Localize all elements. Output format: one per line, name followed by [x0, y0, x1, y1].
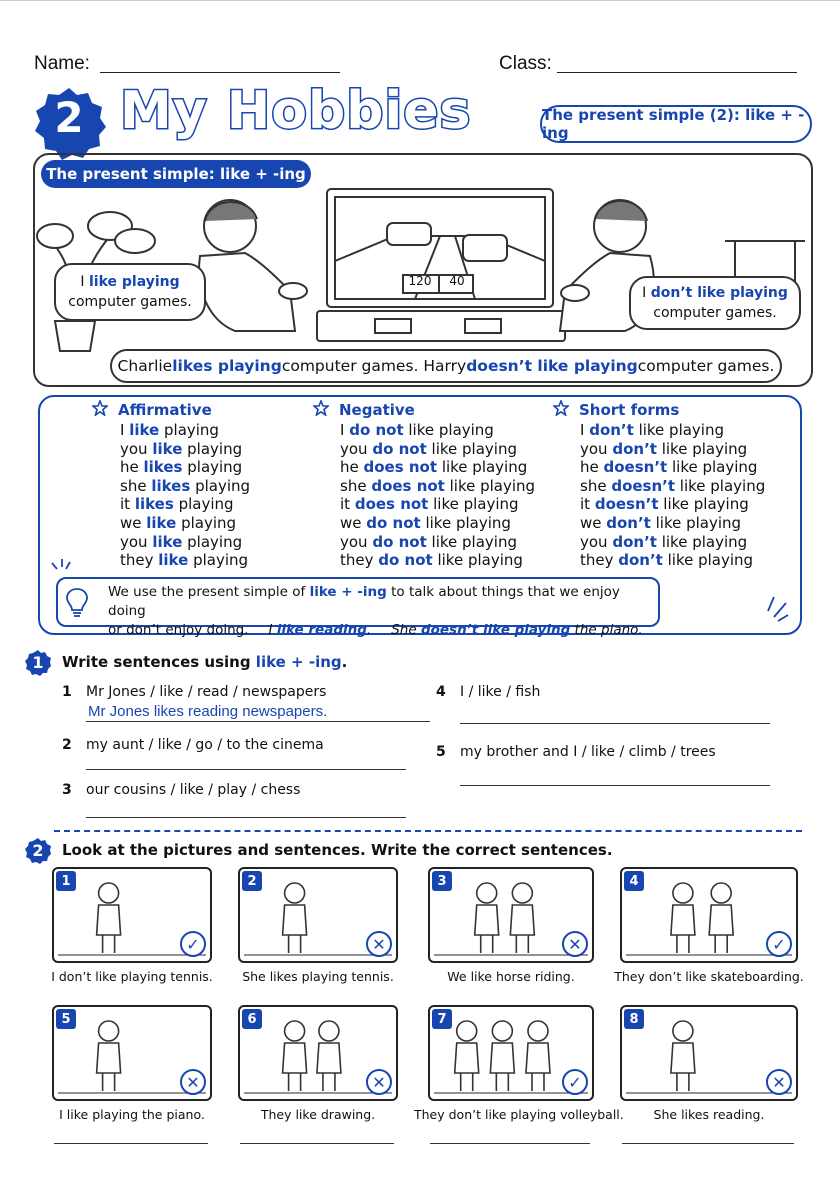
star-icon — [313, 400, 329, 420]
verb-form: likes — [134, 495, 174, 514]
pronoun: you — [340, 439, 373, 458]
card-caption: We like horse riding. — [447, 969, 575, 984]
cross-icon: ✕ — [180, 1069, 206, 1095]
item-number: 2 — [62, 737, 72, 753]
tip-example: . — [366, 622, 372, 638]
negative-row — [340, 533, 535, 552]
pronoun: we — [120, 513, 147, 532]
bubble-left-object: computer games. — [68, 294, 192, 310]
scene-pill: The present simple: like + -ing — [41, 160, 311, 188]
item-number: 3 — [62, 782, 72, 798]
tv-score-right: 40 — [449, 274, 465, 288]
like-playing: like playing — [432, 551, 523, 570]
card-number: 7 — [432, 1009, 452, 1029]
tip-text: to talk about things that we enjoy doing — [108, 584, 620, 619]
item-prompt: my brother and I / like / climb / trees — [460, 744, 716, 760]
short-forms-title: Short forms — [579, 401, 680, 419]
aux-form: don’t — [612, 439, 657, 458]
name-line[interactable] — [100, 72, 340, 73]
speech-bubble-harry — [629, 276, 801, 330]
pronoun: she — [120, 476, 152, 495]
playing-word: playing — [159, 421, 219, 439]
pronoun: it — [580, 495, 595, 514]
sparkle-decoration — [764, 595, 794, 625]
affirmative-row — [120, 495, 250, 514]
card-caption: She likes playing tennis. — [242, 969, 394, 984]
answer-line[interactable] — [460, 723, 770, 724]
negative-title: Negative — [339, 401, 415, 419]
card-number: 4 — [624, 871, 644, 891]
pronoun: she — [580, 476, 612, 495]
short-form-row — [580, 551, 765, 570]
tip-text: like + -ing — [309, 584, 387, 600]
pronoun: you — [120, 439, 153, 458]
pronoun: they — [120, 551, 159, 570]
short-forms-header — [553, 400, 679, 420]
tick-icon: ✓ — [766, 931, 792, 957]
like-playing: like playing — [667, 458, 758, 477]
item-prompt: my aunt / like / go / to the cinema — [86, 737, 324, 753]
card-number: 6 — [242, 1009, 262, 1029]
page-title: My Hobbies — [120, 81, 472, 141]
item-prompt: Mr Jones / like / read / newspapers — [86, 684, 327, 700]
negative-row — [340, 551, 535, 570]
item-prompt: our cousins / like / play / chess — [86, 782, 301, 798]
card-caption: I don’t like playing tennis. — [51, 969, 213, 984]
pronoun: he — [580, 458, 604, 477]
star-icon — [553, 400, 569, 420]
bubble-left-pronoun: I — [80, 274, 89, 290]
tv-score-left: 120 — [408, 274, 432, 288]
negative-row — [340, 477, 535, 496]
aux-form: don’t — [612, 532, 657, 551]
playing-word: playing — [190, 476, 251, 495]
like-playing: like playing — [420, 513, 511, 532]
like-playing: like playing — [656, 439, 748, 458]
exercise-1-instruction — [62, 653, 347, 671]
playing-word: playing — [188, 551, 249, 570]
playing-word: playing — [182, 458, 243, 477]
aux-form: do not — [372, 532, 427, 551]
playing-word: playing — [173, 495, 234, 514]
card-caption: I like playing the piano. — [59, 1107, 205, 1122]
pronoun: you — [580, 532, 613, 551]
verb-form: likes — [151, 476, 191, 495]
pronoun: you — [340, 532, 373, 551]
like-playing: like playing — [426, 532, 517, 551]
like-playing: like playing — [662, 551, 754, 570]
affirmative-row — [120, 458, 250, 477]
affirmative-header — [92, 400, 212, 420]
playing-word: playing — [182, 532, 243, 551]
like-playing: like playing — [444, 476, 536, 495]
class-label: Class: — [499, 53, 552, 74]
affirmative-title: Affirmative — [118, 401, 212, 419]
card-number: 8 — [624, 1009, 644, 1029]
negative-row — [340, 458, 535, 477]
tip-box — [56, 577, 660, 638]
exercise-2-badge — [24, 837, 52, 869]
aux-form: does not — [354, 495, 429, 514]
aux-form: do not — [366, 513, 421, 532]
affirmative-column — [120, 421, 250, 570]
lightbulb-icon — [62, 585, 92, 623]
like-playing: like playing — [437, 458, 528, 477]
cross-icon: ✕ — [766, 1069, 792, 1095]
pronoun: we — [340, 513, 367, 532]
answer-line[interactable] — [86, 721, 430, 722]
pronoun: I — [340, 421, 350, 439]
aux-form: don’t — [606, 513, 651, 532]
sparkle-decoration — [48, 559, 78, 583]
bubble-left-verb: like playing — [88, 274, 180, 290]
pronoun: they — [340, 551, 379, 570]
verb-form: like — [152, 439, 183, 458]
like-playing: like playing — [650, 513, 742, 532]
pronoun: he — [340, 458, 364, 477]
negative-row — [340, 421, 535, 440]
verb-form: like — [152, 532, 183, 551]
instruction-text: . — [341, 653, 348, 671]
answer-line[interactable] — [622, 1143, 794, 1144]
like-playing: like playing — [426, 439, 517, 458]
short-form-row — [580, 421, 765, 440]
negative-header — [313, 400, 415, 420]
short-form-row — [580, 440, 765, 459]
aux-form: don’t — [618, 551, 663, 570]
tip-example: I — [268, 622, 277, 638]
aux-form: doesn’t — [594, 495, 659, 514]
negative-row — [340, 514, 535, 533]
unit-number-badge — [30, 85, 108, 163]
pronoun: I — [120, 421, 130, 439]
aux-form: don’t — [589, 421, 634, 439]
card-number: 1 — [56, 871, 76, 891]
pronoun: it — [340, 495, 355, 514]
pronoun: she — [340, 476, 372, 495]
aux-form: doesn’t — [611, 476, 676, 495]
bubble-right-pronoun: I — [642, 285, 651, 301]
short-form-row — [580, 458, 765, 477]
name-label: Name: — [34, 53, 90, 74]
example-answer: Mr Jones likes reading newspapers. — [88, 703, 328, 720]
exercise-2-number: 2 — [32, 841, 44, 860]
like-playing: like playing — [633, 421, 725, 439]
answer-line[interactable] — [86, 817, 406, 818]
tip-example: doesn’t like playing — [420, 622, 571, 638]
short-form-row — [580, 533, 765, 552]
aux-form: doesn’t — [603, 458, 668, 477]
item-prompt: I / like / fish — [460, 684, 541, 700]
topic-pill: The present simple (2): like + -ing — [540, 105, 812, 143]
tick-icon: ✓ — [180, 931, 206, 957]
verb-form: like — [129, 421, 160, 439]
like-playing: like playing — [403, 421, 494, 439]
card-caption: She likes reading. — [653, 1107, 765, 1122]
caption-part: doesn’t like playing — [466, 357, 638, 375]
tick-icon: ✓ — [562, 1069, 588, 1095]
negative-row — [340, 495, 535, 514]
like-playing: like playing — [428, 495, 519, 514]
bubble-right-verb: don’t like playing — [650, 285, 788, 301]
affirmative-row — [120, 440, 250, 459]
card-caption: They like drawing. — [260, 1107, 376, 1122]
answer-line[interactable] — [460, 785, 770, 786]
caption-part: computer games. Harry — [281, 357, 467, 375]
item-number: 4 — [436, 684, 446, 700]
short-forms-column — [580, 421, 765, 570]
negative-row — [340, 440, 535, 459]
item-number: 5 — [436, 744, 446, 760]
pronoun: it — [120, 495, 135, 514]
short-form-row — [580, 495, 765, 514]
answer-line[interactable] — [54, 1143, 208, 1144]
pronoun: he — [120, 458, 144, 477]
card-number: 5 — [56, 1009, 76, 1029]
instruction-text: Write sentences using — [62, 653, 256, 671]
tip-example: like reading — [276, 622, 367, 638]
verb-form: like — [146, 513, 177, 532]
negative-column — [340, 421, 535, 570]
affirmative-row — [120, 551, 250, 570]
short-form-row — [580, 477, 765, 496]
caption-part: likes playing — [172, 357, 282, 375]
verb-form: like — [158, 551, 189, 570]
exercise-2-instruction: Look at the pictures and sentences. Write the correct sentences. — [62, 841, 613, 859]
class-line[interactable] — [557, 72, 797, 73]
like-playing: like playing — [658, 495, 749, 514]
affirmative-row — [120, 477, 250, 496]
aux-form: do not — [349, 421, 404, 439]
card-number: 3 — [432, 871, 452, 891]
answer-line[interactable] — [430, 1143, 590, 1144]
tip-example: the piano. — [570, 622, 643, 638]
pronoun: they — [580, 551, 619, 570]
verb-form: likes — [143, 458, 183, 477]
cross-icon: ✕ — [562, 931, 588, 957]
card-caption: They don’t like playing volleyball. — [414, 1107, 624, 1122]
answer-line[interactable] — [86, 769, 406, 770]
pronoun: I — [580, 421, 590, 439]
cross-icon: ✕ — [366, 1069, 392, 1095]
affirmative-row — [120, 421, 250, 440]
tip-example: She — [391, 622, 421, 638]
short-form-row — [580, 514, 765, 533]
cross-icon: ✕ — [366, 931, 392, 957]
like-playing: like playing — [656, 532, 748, 551]
pronoun: you — [120, 532, 153, 551]
affirmative-row — [120, 514, 250, 533]
aux-form: do not — [372, 439, 427, 458]
tip-text: or don’t enjoy doing. — [108, 622, 249, 638]
aux-form: does not — [371, 476, 445, 495]
bubble-right-object: computer games. — [653, 305, 777, 321]
playing-word: playing — [176, 513, 237, 532]
card-caption: They don’t like skateboarding. — [614, 969, 804, 984]
affirmative-row — [120, 533, 250, 552]
speech-bubble-charlie — [54, 263, 206, 321]
exercise-1-badge — [24, 649, 52, 681]
caption-part: computer games. — [637, 357, 775, 375]
card-number: 2 — [242, 871, 262, 891]
unit-number: 2 — [54, 93, 84, 142]
section-divider — [54, 830, 802, 832]
instruction-text: like + -ing — [255, 653, 342, 671]
pronoun: you — [580, 439, 613, 458]
like-playing: like playing — [675, 476, 766, 495]
tip-text: We use the present simple of — [108, 584, 310, 600]
exercise-1-number: 1 — [32, 653, 44, 672]
aux-form: do not — [378, 551, 433, 570]
star-icon — [92, 400, 108, 420]
pronoun: we — [580, 513, 607, 532]
item-number: 1 — [62, 684, 72, 700]
caption-part: Charlie — [117, 357, 173, 375]
aux-form: does not — [363, 458, 438, 477]
playing-word: playing — [182, 439, 243, 458]
scene-caption — [110, 349, 782, 383]
answer-line[interactable] — [240, 1143, 394, 1144]
